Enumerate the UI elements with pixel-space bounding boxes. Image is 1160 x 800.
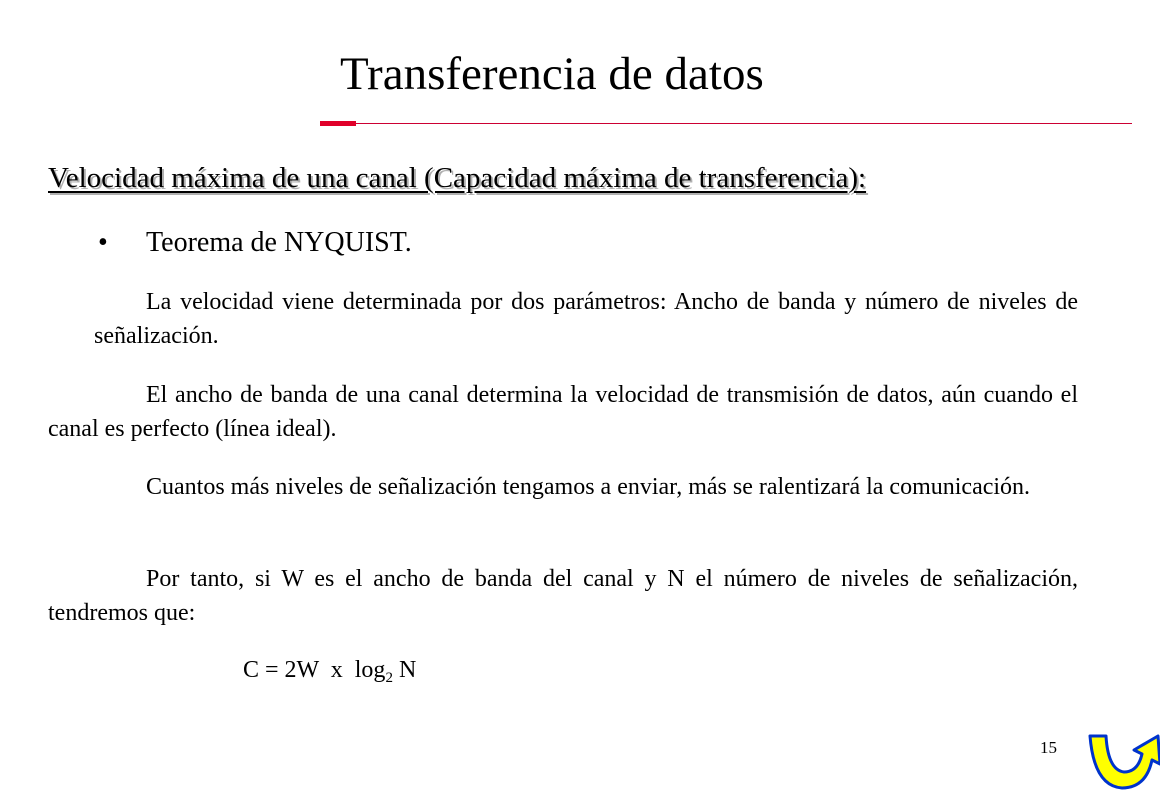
section-heading: Velocidad máxima de una canal (Capacidad máxima de transferencia): — [48, 162, 867, 194]
title-divider-accent — [320, 121, 356, 126]
formula-subscript: 2 — [385, 670, 393, 686]
page-number: 15 — [1040, 738, 1057, 757]
paragraph-3: Cuantos más niveles de señalización tengamos a enviar, más se ralentizará la comunicación. — [146, 474, 1031, 500]
formula-left: C = 2W x log — [243, 657, 386, 683]
u-turn-arrow-icon — [1086, 730, 1160, 790]
title-divider — [320, 123, 1132, 124]
paragraph-2: El ancho de banda de una canal determina la velocidad de transmisión de datos, aún cuando el canal es perfecto (línea ideal). — [48, 382, 1078, 442]
nyquist-formula — [243, 653, 416, 687]
bullet-marker: • — [98, 227, 108, 258]
bullet-text: Teorema de NYQUIST. — [146, 227, 412, 258]
paragraph-4: Por tanto, si W es el ancho de banda del canal y N el número de niveles de señalización, tendremos que: — [48, 566, 1078, 626]
formula-right: N — [392, 657, 417, 683]
slide-title: Transferencia de datos — [340, 48, 764, 100]
bullet-item — [98, 225, 412, 261]
return-button[interactable] — [1086, 730, 1160, 790]
paragraph-1: La velocidad viene determinada por dos parámetros: Ancho de banda y número de niveles de señalización. — [94, 289, 1078, 349]
